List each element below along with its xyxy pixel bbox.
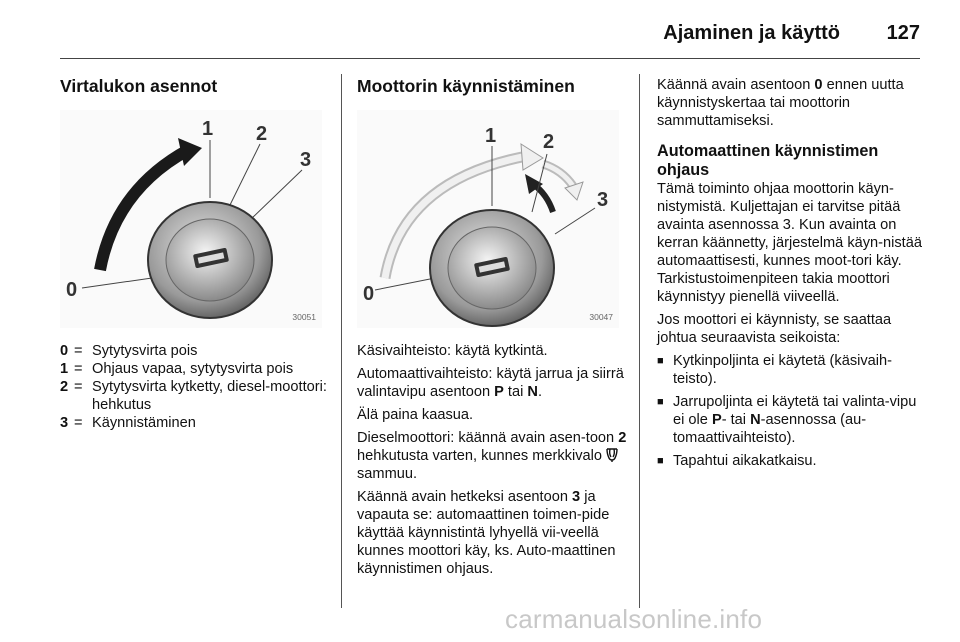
paragraph-turn-key [357,488,627,578]
legend-key: 3 [60,415,69,431]
text: Kytkinpoljinta ei käytetä (käsivaih-teisto). [673,353,893,387]
text: - tai [721,412,751,428]
legend-equals: = [74,361,83,377]
text: Jarrupoljinta ei käytetä tai valinta-vipu ei ole [673,394,917,428]
text: tai [503,384,528,400]
paragraph-auto-starter: Tämä toiminto ohjaa moottorin käyn-nistymistä. Kuljettajan ei tarvitse pitää avainta asennossa 3. Kun avainta on kerran käännetty, järjestelmä käyn-nistää automaattisesti, kunnes moot-tori käy. Tarkistustoimenpiteen takia moottori käynnistyy pienellä viiveellä. [657,181,922,305]
right-column [657,76,925,475]
text: sammuu. [357,466,418,482]
paragraph-manual: Käsivaihteisto: käytä kytkintä. [357,343,548,359]
paragraph-automatic [357,365,627,401]
gear-n: N [527,384,538,400]
paragraph-diesel [357,429,627,483]
text: Käännä avain hetkeksi asentoon [357,489,573,505]
text [673,393,925,447]
page-number: 127 [886,22,920,44]
bullet-square-icon: ■ [657,355,664,367]
section-heading-engine-start: Moottorin käynnistäminen [357,76,575,96]
bullet-square-icon: ■ [657,455,664,467]
legend-text: Ohjaus vapaa, sytytysvirta pois [92,361,294,377]
position-3: 3 [572,489,581,505]
legend-row [60,414,330,432]
engine-start-illustration [357,110,619,328]
text: hehkutusta varten, kunnes merkkivalo [357,448,607,464]
figure-code: 30051 [292,312,316,322]
figure-label-1: 1 [202,118,214,140]
gear-p: P [494,384,504,400]
legend-equals: = [74,343,83,359]
figure-label-3: 3 [300,149,312,171]
legend-row [60,378,330,414]
position-2: 2 [618,430,627,446]
watermark: carmanualsonline.info [505,604,763,634]
legend-equals: = [74,415,83,431]
figure-label-1: 1 [485,125,497,147]
start-instructions [357,342,627,578]
figure-label-0: 0 [66,279,78,301]
left-column [60,76,330,432]
legend-text: Sytytysvirta pois [92,343,198,359]
list-item [657,393,925,447]
glow-plug-icon [606,448,618,462]
legend-key: 1 [60,361,69,377]
bullet-square-icon: ■ [657,396,664,408]
legend-row [60,342,330,360]
position-legend [60,342,330,432]
header-title: Ajaminen ja käyttö [663,22,840,44]
text: Tapahtui aikakatkaisu. [673,453,817,469]
text: ja vapauta se: automaattinen toimen-pide käyttää käynnistintä lyhyellä vii-veellä kunnes moottori käy, ks. Auto-maattinen käynnistimen ohjaus. [357,489,616,577]
figure-label-3: 3 [597,189,609,211]
list-item [657,452,925,470]
gear-p: P [711,412,722,428]
legend-key: 0 [60,343,69,359]
text: ennen uutta käynnistyskertaa tai moottorin sammuttamiseksi. [657,77,904,129]
paragraph-position-0 [657,76,925,130]
list-item [657,352,925,388]
paragraph-no-throttle: Älä paina kaasua. [357,407,474,423]
engine-start-figure [357,110,619,328]
figure-label-0: 0 [363,283,375,305]
section-heading-ignition-positions: Virtalukon asennot [60,76,218,96]
position-0: 0 [814,77,823,93]
header-rule [60,58,920,59]
figure-code: 30047 [589,312,613,322]
figure-label-2: 2 [256,123,268,145]
text: . [537,384,542,400]
legend-key: 2 [60,379,69,395]
paragraph-reasons-intro: Jos moottori ei käynnisty, se saattaa johtua seuraavista seikoista: [657,312,892,346]
middle-column [357,76,627,583]
gear-n: N [750,412,761,428]
legend-row [60,360,330,378]
section-heading-auto-starter: Automaattinen käynnistimen ohjaus [657,142,879,179]
text: Automaattivaihteisto: käytä jarrua ja siirrä valintavipu asentoon [357,366,624,400]
text: -asennossa (au-tomaattivaihteisto). [673,412,867,446]
text: Dieselmoottori: käännä avain asen-toon [357,430,619,446]
ignition-positions-illustration [60,110,322,328]
reasons-list [657,352,925,470]
figure-label-2: 2 [543,131,555,153]
text: Käännä avain asentoon [657,77,815,93]
legend-text: Käynnistäminen [92,415,196,431]
legend-equals: = [74,379,83,395]
column-divider-2 [639,74,640,608]
ignition-diagram-figure [60,110,322,328]
legend-text: Sytytysvirta kytketty, diesel-moottori: hehkutus [92,379,327,413]
column-divider-1 [341,74,342,608]
